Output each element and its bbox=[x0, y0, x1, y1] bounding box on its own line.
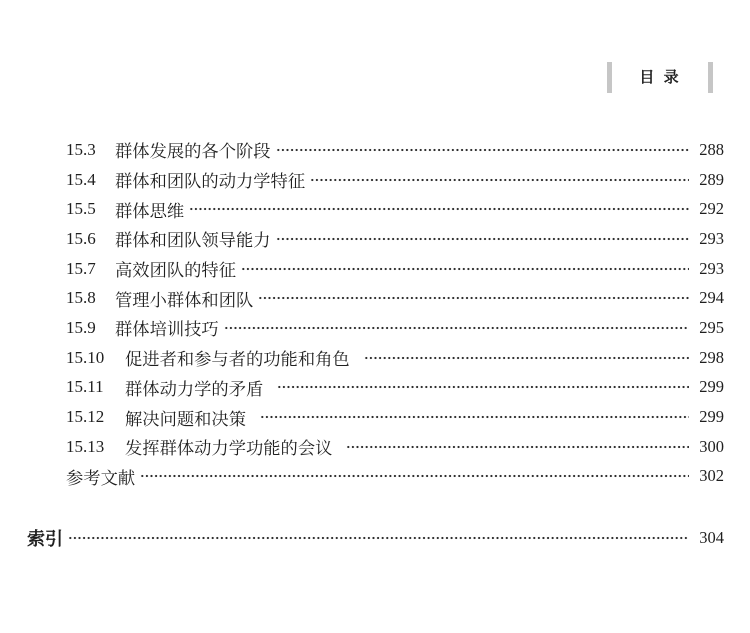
dot-leader bbox=[241, 259, 689, 279]
toc-entry-number: 15.6 bbox=[66, 228, 96, 248]
toc-entry bbox=[66, 165, 724, 195]
toc-entry-page: 289 bbox=[699, 169, 724, 189]
dot-leader bbox=[276, 140, 689, 160]
toc-entry-page: 288 bbox=[699, 139, 724, 159]
toc-entry-title: 管理小群体和团队 bbox=[115, 290, 254, 310]
toc-entry-page: 298 bbox=[699, 347, 724, 367]
toc-entry-number: 15.7 bbox=[66, 258, 96, 278]
toc-entry-title: 群体发展的各个阶段 bbox=[115, 142, 271, 162]
dot-leader bbox=[258, 288, 689, 308]
header-bar-right bbox=[708, 62, 713, 93]
toc-entry-number: 15.12 bbox=[66, 407, 105, 427]
toc-entry-number: 15.9 bbox=[66, 317, 96, 337]
toc-entry-page: 292 bbox=[699, 199, 724, 219]
dot-leader bbox=[277, 377, 689, 397]
running-header bbox=[607, 62, 713, 93]
toc-entry-number: 15.4 bbox=[66, 169, 96, 189]
toc-entry-title: 解决问题和决策 bbox=[125, 409, 246, 429]
references-title: 参考文献 bbox=[66, 468, 136, 488]
toc-entry-title: 群体动力学的矛盾 bbox=[125, 379, 264, 399]
toc-entry bbox=[66, 373, 724, 403]
index-title: 索引 bbox=[27, 529, 63, 550]
toc-entry-index bbox=[27, 523, 724, 553]
toc-entry-page: 299 bbox=[699, 407, 724, 427]
toc-entry-number: 15.10 bbox=[66, 347, 105, 367]
toc-entry bbox=[66, 224, 724, 254]
toc-entry bbox=[66, 313, 724, 343]
toc-entry-page: 294 bbox=[699, 288, 724, 308]
table-of-contents bbox=[66, 135, 724, 491]
toc-entry-page: 300 bbox=[699, 436, 724, 456]
dot-leader bbox=[189, 199, 689, 219]
toc-entry-title: 群体和团队的动力学特征 bbox=[115, 172, 306, 192]
toc-entry-number: 15.8 bbox=[66, 288, 96, 308]
dot-leader bbox=[364, 348, 689, 368]
references-page: 302 bbox=[699, 466, 724, 486]
dot-leader bbox=[68, 528, 689, 548]
toc-entry bbox=[66, 135, 724, 165]
index-page: 304 bbox=[699, 528, 724, 547]
toc-entry-title: 群体培训技巧 bbox=[115, 320, 219, 340]
toc-entry-number: 15.5 bbox=[66, 199, 96, 219]
dot-leader bbox=[310, 170, 689, 190]
toc-entry-references bbox=[66, 462, 724, 492]
dot-leader bbox=[346, 437, 689, 457]
toc-entry-title: 促进者和参与者的功能和角色 bbox=[125, 350, 350, 370]
header-title: 目 录 bbox=[639, 68, 681, 86]
toc-entry-number: 15.11 bbox=[66, 377, 104, 397]
toc-entry-title: 群体思维 bbox=[115, 201, 185, 221]
toc-entry-page: 293 bbox=[699, 228, 724, 248]
toc-entry-title: 发挥群体动力学功能的会议 bbox=[125, 439, 333, 459]
toc-entry-page: 295 bbox=[699, 317, 724, 337]
dot-leader bbox=[140, 466, 689, 486]
toc-entry-number: 15.13 bbox=[66, 436, 105, 456]
toc-entry-title: 高效团队的特征 bbox=[115, 261, 236, 281]
dot-leader bbox=[276, 229, 689, 249]
toc-entry bbox=[66, 283, 724, 313]
toc-entry-page: 293 bbox=[699, 258, 724, 278]
toc-entry-page: 299 bbox=[699, 377, 724, 397]
toc-entry bbox=[66, 194, 724, 224]
toc-entry-number: 15.3 bbox=[66, 139, 96, 159]
dot-leader bbox=[224, 318, 689, 338]
toc-entry-title: 群体和团队领导能力 bbox=[115, 231, 271, 251]
toc-entry bbox=[66, 343, 724, 373]
toc-entry bbox=[66, 402, 724, 432]
dot-leader bbox=[260, 407, 689, 427]
toc-entry bbox=[66, 254, 724, 284]
toc-entry bbox=[66, 432, 724, 462]
